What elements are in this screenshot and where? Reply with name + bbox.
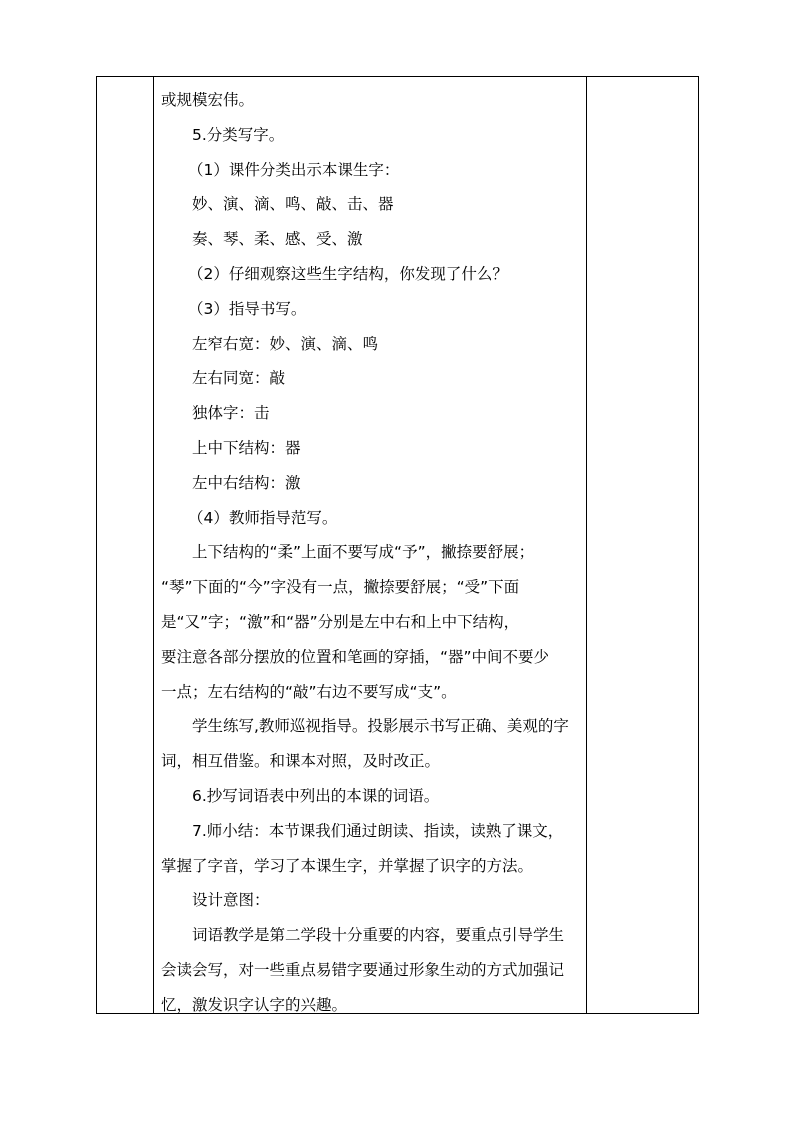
text-line: （3）指导书写。	[188, 299, 307, 318]
text-line: （4）教师指导范写。	[188, 508, 338, 527]
text-line: 左窄右宽：妙、演、滴、鸣	[192, 334, 379, 353]
text-line: “琴”下面的“今”字没有一点，撇捺要舒展；“受”下面	[161, 578, 520, 597]
text-line: 忆，激发识字认字的兴趣。	[161, 995, 348, 1014]
text-line: 左中右结构：激	[192, 473, 301, 492]
text-line: 5.分类写字。	[192, 125, 285, 144]
text-line: 独体字：击	[192, 404, 270, 423]
text-line: 6.抄写词语表中列出的本课的词语。	[192, 786, 440, 805]
text-line: （2）仔细观察这些生字结构，你发现了什么？	[188, 264, 508, 283]
text-line: 掌握了字音，学习了本课生字，并掌握了识字的方法。	[161, 856, 534, 875]
text-line: 要注意各部分摆放的位置和笔画的穿插，“器”中间不要少	[161, 647, 550, 666]
text-line: 上下结构的“柔”上面不要写成“予”，撇捺要舒展；	[192, 543, 535, 562]
text-line: （1）课件分类出示本课生字：	[188, 160, 400, 179]
text-line: 奏、琴、柔、感、受、激	[192, 230, 363, 249]
text-line: 学生练写,教师巡视指导。投影展示书写正确、美观的字	[192, 717, 569, 736]
text-line: 会读会写，对一些重点易错字要通过形象生动的方式加强记	[161, 960, 565, 979]
text-line: 词，相互借鉴。和课本对照，及时改正。	[161, 752, 441, 771]
text-line: 7.师小结：本节课我们通过朗读、指读，读熟了课文，	[192, 821, 564, 840]
lesson-table	[96, 76, 699, 1014]
text-line: 左右同宽：敲	[192, 369, 286, 388]
text-line: 上中下结构：器	[192, 438, 301, 457]
text-line: 设计意图：	[192, 891, 270, 910]
text-line: 是“又”字；“激”和“器”分别是左中右和上中下结构，	[161, 612, 520, 631]
lesson-content-cell	[154, 77, 586, 1023]
text-line: 或规模宏伟。	[161, 91, 255, 109]
column-divider-right	[586, 77, 587, 1013]
text-line: 妙、演、滴、鸣、敲、击、器	[192, 195, 394, 214]
text-line: 一点；左右结构的“敲”右边不要写成“支”。	[161, 682, 457, 701]
text-line: 词语教学是第二学段十分重要的内容，要重点引导学生	[192, 926, 565, 945]
